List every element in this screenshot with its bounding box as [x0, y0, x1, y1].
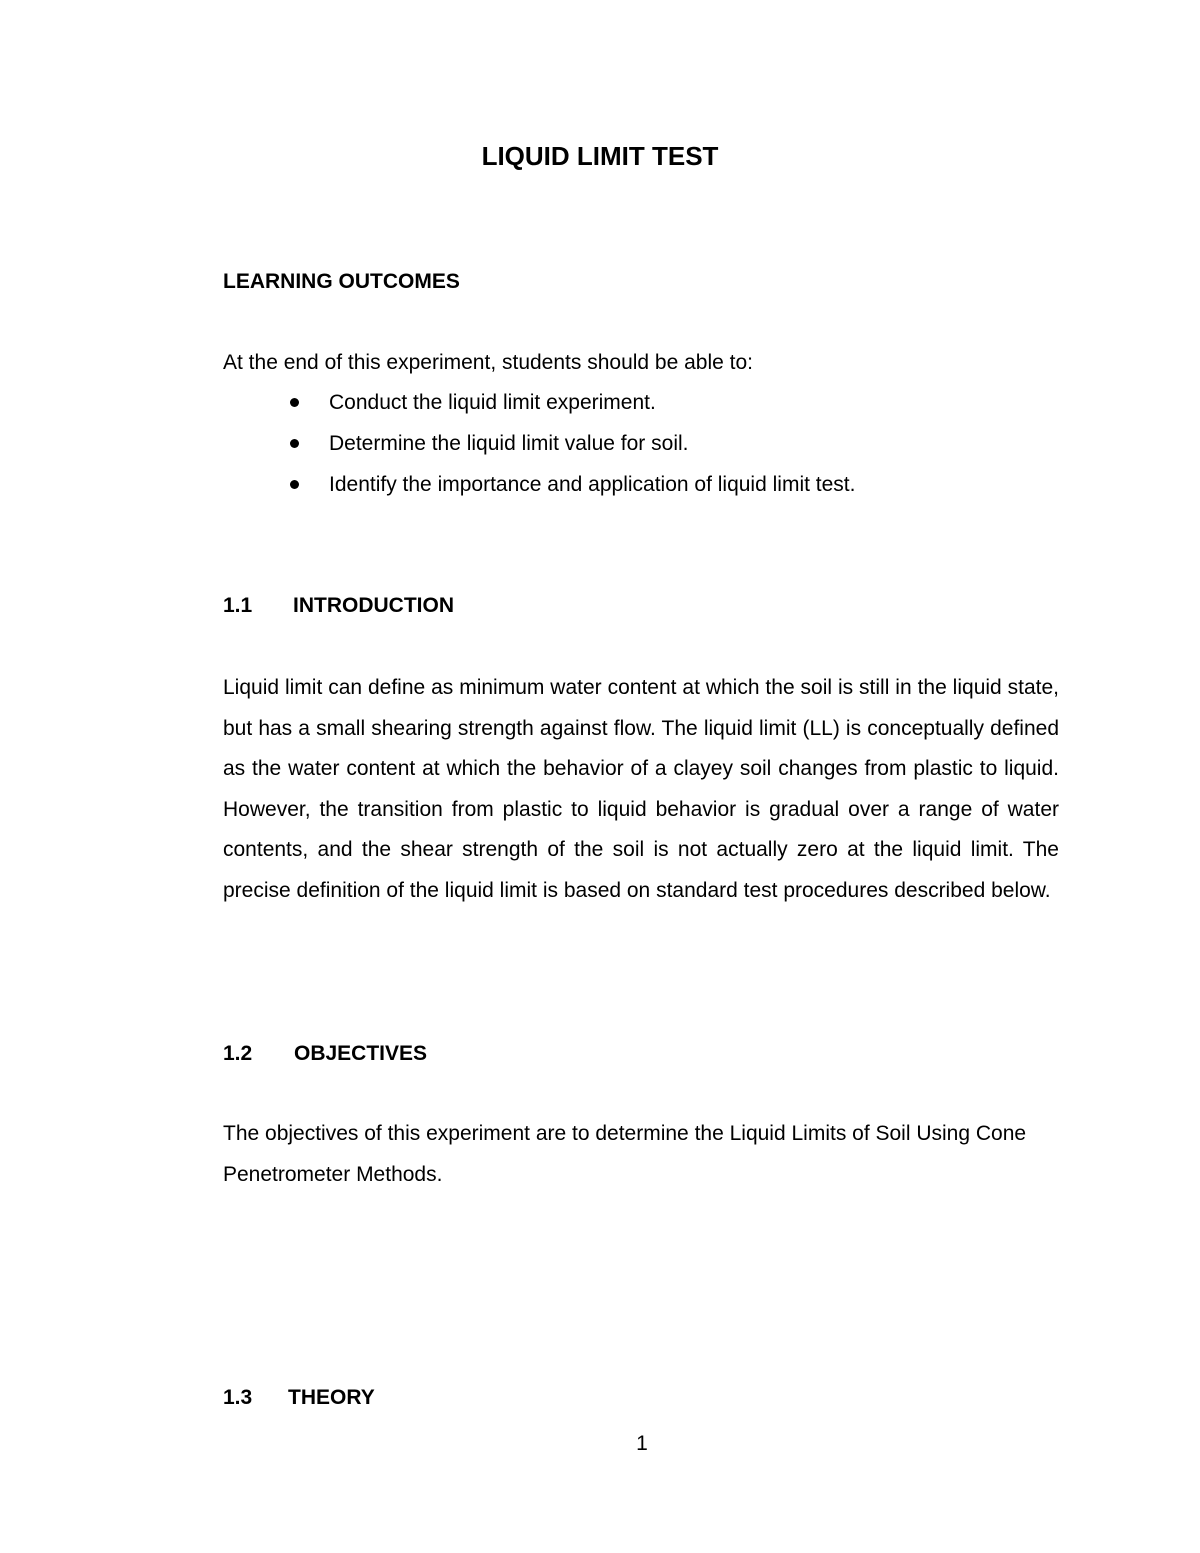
- document-title: LIQUID LIMIT TEST: [481, 141, 719, 171]
- section-title: INTRODUCTION: [293, 594, 454, 617]
- objectives-paragraph: The objectives of this experiment are to determine the Liquid Limits of Soil Using Cone Penetrometer Methods.: [223, 1122, 1027, 1186]
- section-title: OBJECTIVES: [294, 1042, 428, 1065]
- learning-outcomes-lead: At the end of this experiment, students should be able to:: [223, 351, 754, 374]
- list-item-text: Conduct the liquid limit experiment.: [329, 391, 656, 414]
- list-item: [290, 471, 855, 512]
- theory-heading: [223, 1384, 375, 1412]
- introduction-paragraph: Liquid limit can define as minimum water content at which the soil is still in the liquid state, but has a small shearing strength against flow. The liquid limit (LL) is conceptually defined as the water content at which the behavior of a clayey soil changes from plastic to liquid. However, the transition from plastic to liquid behavior is gradual over a range of water contents, and the shear strength of the soil is not actually zero at the liquid limit. The precise definition of the liquid limit is based on standard test procedures described below.: [223, 676, 1059, 902]
- bullet-icon: [290, 398, 299, 407]
- learning-outcomes-list: [290, 389, 855, 512]
- page-number: 1: [636, 1432, 648, 1455]
- section-number: 1.1: [223, 594, 253, 617]
- introduction-heading: [223, 592, 454, 620]
- objectives-heading: [223, 1040, 427, 1068]
- section-title: THEORY: [288, 1386, 375, 1409]
- bullet-icon: [290, 439, 299, 448]
- list-item-text: Determine the liquid limit value for soil.: [329, 432, 689, 455]
- bullet-icon: [290, 480, 299, 489]
- list-item: [290, 389, 855, 430]
- list-item: [290, 430, 855, 471]
- section-number: 1.3: [223, 1386, 253, 1409]
- learning-outcomes-heading: LEARNING OUTCOMES: [223, 270, 460, 293]
- list-item-text: Identify the importance and application of liquid limit test.: [329, 473, 856, 496]
- section-number: 1.2: [223, 1042, 253, 1065]
